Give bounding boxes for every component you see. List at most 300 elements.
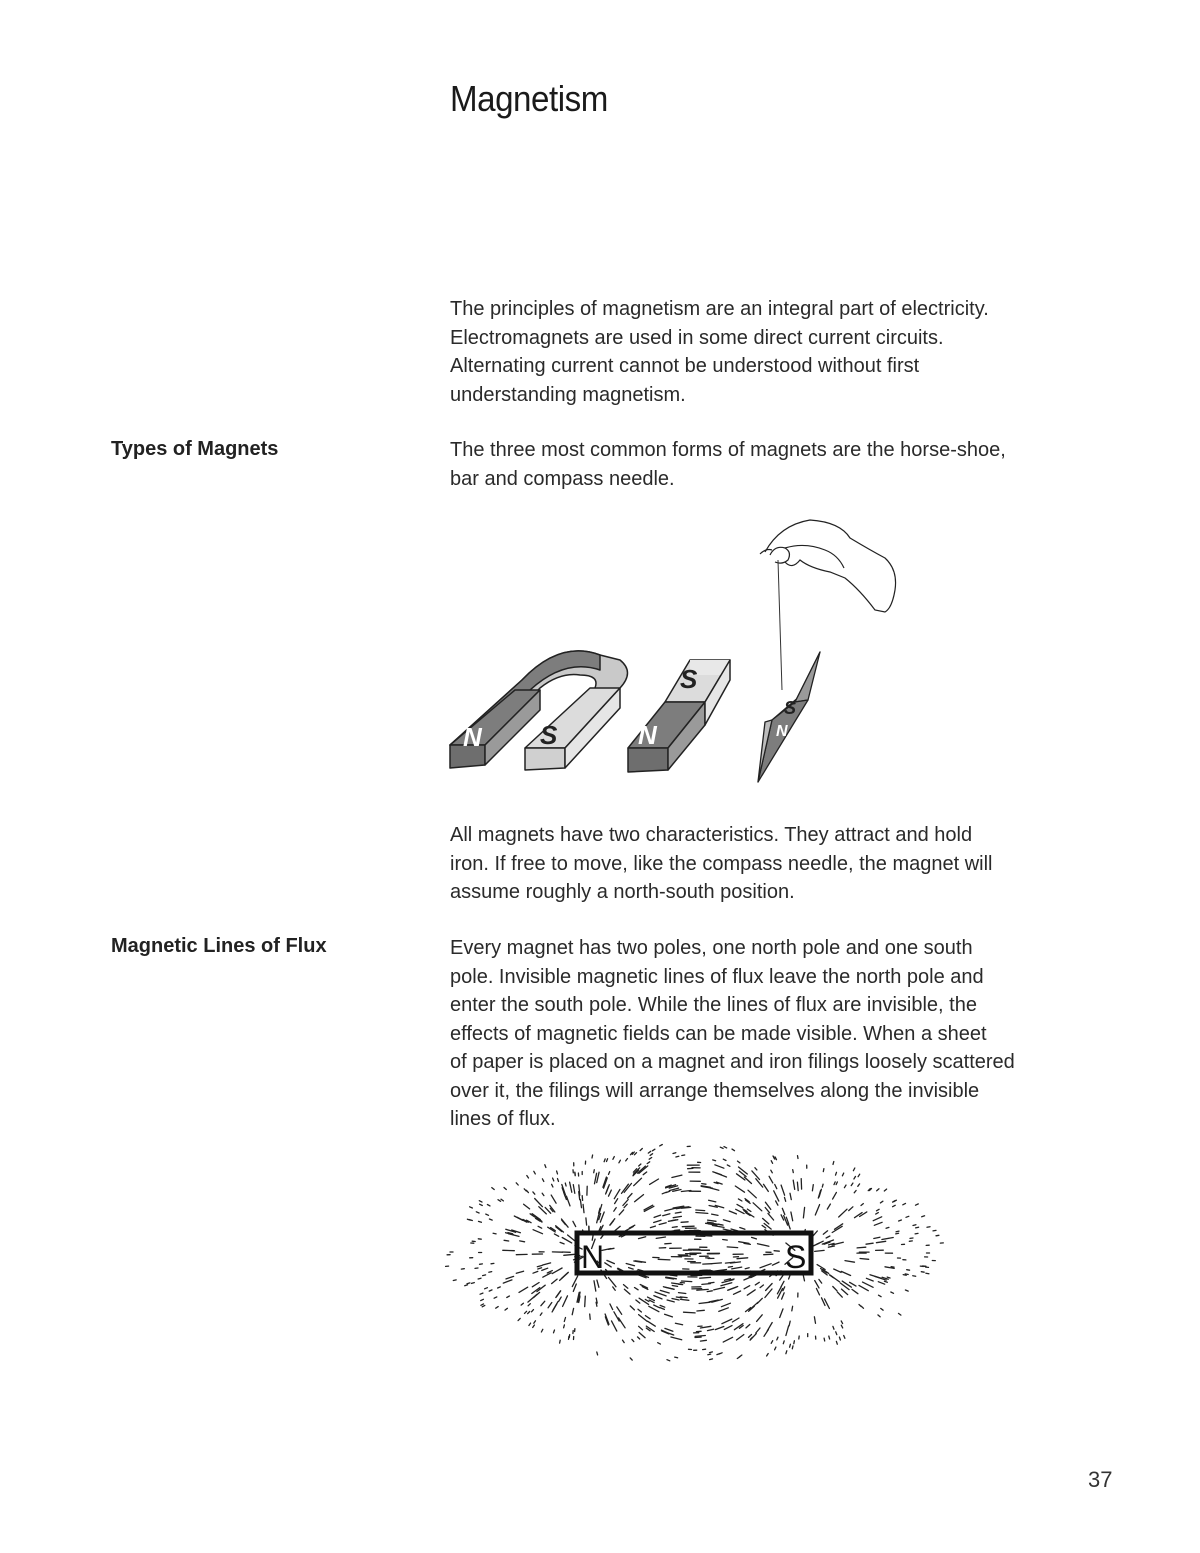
iron-filing [764, 1184, 769, 1191]
iron-filing [781, 1281, 784, 1287]
iron-filing [886, 1227, 889, 1228]
iron-filing [684, 1312, 696, 1313]
iron-filing [649, 1158, 652, 1160]
iron-filing [737, 1357, 739, 1359]
iron-filing [749, 1335, 752, 1338]
iron-filing [790, 1193, 791, 1199]
iron-filings-figure [440, 1140, 960, 1380]
iron-filing [498, 1287, 501, 1288]
iron-filing [824, 1338, 825, 1341]
iron-filing [859, 1285, 868, 1290]
iron-filing [738, 1161, 740, 1163]
iron-filing [498, 1200, 501, 1202]
iron-filing [719, 1308, 729, 1312]
iron-filing [723, 1159, 726, 1160]
iron-filing [654, 1220, 661, 1222]
iron-filing [565, 1183, 566, 1186]
flux-s-label: S [785, 1239, 807, 1275]
iron-filing [829, 1336, 830, 1339]
iron-filing [866, 1278, 873, 1281]
iron-filing [722, 1319, 732, 1324]
iron-filing [527, 1176, 529, 1179]
iron-filing [556, 1291, 561, 1298]
iron-filing [572, 1308, 573, 1314]
iron-filing [858, 1184, 860, 1186]
iron-filing [534, 1321, 536, 1323]
iron-filing [706, 1223, 711, 1224]
iron-filing [663, 1214, 670, 1216]
horseshoe-s-label: S [540, 720, 558, 750]
iron-filing [708, 1220, 716, 1221]
iron-filing [836, 1182, 837, 1185]
iron-filing [878, 1282, 884, 1285]
iron-filing [863, 1282, 874, 1287]
iron-filing [573, 1221, 576, 1226]
iron-filing [662, 1192, 666, 1194]
horseshoe-n-label: N [463, 722, 482, 752]
iron-filing [647, 1162, 650, 1164]
iron-filing [659, 1223, 666, 1225]
iron-filing [545, 1165, 546, 1168]
iron-filing [520, 1241, 525, 1242]
iron-filing [750, 1302, 758, 1310]
iron-filing [529, 1323, 531, 1325]
iron-filing [844, 1336, 845, 1339]
iron-filing [737, 1258, 748, 1259]
text-line: Electromagnets are used in some direct current circuits. [450, 326, 944, 349]
iron-filing [712, 1226, 724, 1228]
iron-filing [660, 1308, 665, 1310]
iron-filing [548, 1303, 552, 1308]
iron-filing [720, 1147, 723, 1148]
iron-filing [697, 1310, 704, 1311]
iron-filing [610, 1221, 613, 1225]
page-title: Magnetism [450, 78, 608, 119]
iron-filing [643, 1172, 647, 1175]
iron-filing [610, 1304, 613, 1310]
iron-filing [672, 1299, 679, 1301]
iron-filing [842, 1289, 848, 1295]
iron-filing [504, 1188, 506, 1190]
iron-filing [825, 1299, 830, 1309]
iron-filing [564, 1325, 565, 1328]
iron-filing [485, 1288, 488, 1289]
iron-filing [552, 1268, 562, 1274]
horseshoe-magnet [450, 651, 628, 770]
iron-filing [744, 1286, 750, 1289]
iron-filing [723, 1220, 730, 1222]
flux-paragraph [450, 934, 1120, 1134]
iron-filing [615, 1199, 618, 1204]
bar-magnet [628, 660, 730, 772]
iron-filing [877, 1209, 880, 1211]
iron-filing [564, 1318, 565, 1322]
iron-filing [907, 1270, 910, 1271]
iron-filing [903, 1203, 906, 1204]
iron-filing [715, 1327, 724, 1330]
iron-filing [768, 1213, 774, 1220]
text-line: pole. Invisible magnetic lines of flux leave the north pole and [450, 965, 984, 988]
iron-filing [614, 1312, 619, 1321]
iron-filing [727, 1247, 738, 1248]
iron-filing [777, 1337, 778, 1340]
iron-filing [700, 1277, 711, 1278]
iron-filing [559, 1297, 562, 1301]
iron-filing [803, 1207, 804, 1218]
iron-filing [654, 1215, 661, 1217]
iron-filing [613, 1287, 616, 1290]
iron-filing [528, 1304, 530, 1306]
iron-filing [891, 1267, 894, 1268]
iron-filing [479, 1221, 482, 1222]
iron-filing [734, 1291, 741, 1294]
iron-filing [792, 1346, 793, 1349]
iron-filing [630, 1358, 632, 1360]
iron-filing [792, 1306, 793, 1311]
iron-filing [660, 1305, 665, 1307]
iron-filing [665, 1328, 673, 1331]
iron-filing [771, 1161, 772, 1164]
iron-filing [783, 1287, 785, 1291]
iron-filing [793, 1180, 795, 1189]
iron-filing [617, 1307, 622, 1314]
iron-filing [639, 1164, 641, 1166]
iron-filing [771, 1341, 773, 1344]
iron-filing [727, 1165, 730, 1166]
iron-filing [624, 1285, 628, 1289]
iron-filing [896, 1231, 899, 1232]
iron-filing [834, 1182, 835, 1185]
iron-filing [763, 1218, 769, 1224]
iron-filing [709, 1282, 715, 1283]
iron-filing [648, 1321, 656, 1326]
iron-filing [597, 1215, 599, 1223]
iron-filing [708, 1329, 714, 1330]
iron-filing [479, 1201, 482, 1202]
iron-filing [645, 1299, 649, 1301]
iron-filing [583, 1204, 584, 1212]
iron-filing [780, 1309, 783, 1318]
iron-filing [562, 1272, 569, 1278]
iron-filing [640, 1149, 642, 1151]
iron-filing [798, 1156, 799, 1159]
iron-filing [755, 1168, 757, 1170]
iron-filing [594, 1281, 596, 1291]
iron-filing [850, 1282, 856, 1286]
iron-filing [915, 1233, 918, 1234]
magnet-types-figure [440, 510, 920, 800]
iron-filing [668, 1220, 677, 1222]
iron-filing [836, 1341, 837, 1344]
iron-filing [866, 1243, 873, 1244]
iron-filing [552, 1279, 558, 1284]
iron-filing [675, 1357, 678, 1358]
iron-filing [695, 1336, 705, 1337]
iron-filing [861, 1204, 863, 1206]
iron-filing [874, 1222, 882, 1225]
iron-filing [916, 1227, 919, 1228]
iron-filing [493, 1233, 496, 1234]
iron-filing [707, 1291, 712, 1292]
iron-filing [551, 1195, 556, 1203]
iron-filing [572, 1276, 577, 1287]
iron-filing [724, 1147, 727, 1148]
iron-filing [710, 1352, 713, 1353]
hand-illustration [760, 520, 896, 612]
iron-filing [891, 1292, 894, 1293]
iron-filing [709, 1200, 716, 1202]
iron-filing [612, 1321, 617, 1331]
iron-filing [628, 1194, 632, 1199]
iron-filing [634, 1153, 636, 1155]
iron-filing [729, 1211, 736, 1214]
iron-filing [833, 1162, 834, 1165]
iron-filing [716, 1173, 727, 1177]
text-line: lines of flux. [450, 1108, 556, 1130]
iron-filing [819, 1279, 822, 1283]
iron-filing [566, 1196, 570, 1206]
iron-filing [607, 1159, 608, 1162]
iron-filing [648, 1297, 655, 1301]
iron-filing [765, 1208, 769, 1213]
types-paragraph [450, 436, 1120, 493]
iron-filing [774, 1191, 779, 1201]
iron-filing [747, 1290, 755, 1295]
iron-filing [478, 1278, 481, 1279]
iron-filing [609, 1172, 610, 1175]
iron-filing [586, 1218, 587, 1225]
iron-filing [639, 1237, 646, 1239]
iron-filing [836, 1332, 837, 1335]
iron-filing [607, 1260, 615, 1263]
iron-filing [672, 1286, 677, 1287]
intro-paragraph [450, 295, 1120, 409]
iron-filing [712, 1263, 722, 1264]
iron-filing [675, 1323, 682, 1325]
iron-filing [762, 1225, 766, 1228]
iron-filing [913, 1225, 916, 1226]
iron-filing [532, 1310, 534, 1312]
iron-filing [558, 1179, 559, 1182]
iron-filing [534, 1292, 540, 1297]
iron-filing [860, 1259, 869, 1260]
iron-filing [769, 1176, 773, 1183]
iron-filing [713, 1160, 716, 1161]
iron-filing [738, 1199, 742, 1201]
iron-filing [833, 1287, 837, 1291]
iron-filing [543, 1263, 551, 1265]
iron-filing [540, 1313, 542, 1315]
iron-filing [542, 1268, 548, 1270]
iron-filing [580, 1200, 581, 1208]
text-line: The three most common forms of magnets are the horse-shoe, [450, 439, 1006, 461]
iron-filing [597, 1280, 599, 1287]
iron-filing [836, 1172, 837, 1175]
iron-filing [645, 1316, 650, 1319]
iron-filing [636, 1300, 640, 1303]
needle-s-label: S [784, 698, 797, 718]
iron-filing [486, 1214, 489, 1215]
iron-filing [739, 1167, 748, 1174]
iron-filing [619, 1318, 626, 1328]
iron-filing [905, 1290, 908, 1291]
iron-filing [854, 1176, 856, 1179]
iron-filing [721, 1283, 732, 1286]
iron-filing [672, 1227, 677, 1228]
iron-filing [755, 1282, 759, 1285]
iron-filing [585, 1296, 586, 1306]
iron-filing [816, 1288, 819, 1295]
iron-filing [658, 1343, 661, 1344]
iron-filing [650, 1179, 659, 1184]
iron-filing [893, 1205, 896, 1206]
iron-filing [673, 1153, 676, 1154]
iron-filing [756, 1328, 760, 1333]
iron-filing [815, 1205, 819, 1215]
iron-filing [776, 1201, 778, 1205]
iron-filing [605, 1263, 611, 1267]
iron-filing [884, 1189, 886, 1191]
iron-filing [874, 1237, 880, 1238]
iron-filing [554, 1234, 558, 1236]
iron-filing [859, 1305, 861, 1307]
iron-filing [472, 1283, 475, 1284]
iron-filing [887, 1277, 890, 1278]
iron-filing [534, 1171, 536, 1174]
text-line: effects of magnetic fields can be made visible. When a sheet [450, 1022, 987, 1045]
bar-n-label: N [638, 720, 657, 750]
iron-filing [656, 1237, 665, 1238]
iron-filing [877, 1189, 879, 1191]
iron-filing [906, 1216, 909, 1217]
iron-filing [501, 1199, 503, 1201]
characteristics-paragraph [450, 821, 1120, 907]
iron-filing [671, 1337, 682, 1340]
iron-filing [681, 1222, 688, 1223]
iron-filing [518, 1318, 520, 1320]
iron-filing [655, 1292, 666, 1296]
iron-filing [533, 1271, 538, 1273]
iron-filing [619, 1160, 621, 1163]
iron-filing [852, 1289, 858, 1293]
iron-filing [507, 1296, 510, 1298]
iron-filing [882, 1238, 893, 1240]
iron-filing [632, 1339, 634, 1341]
iron-filing [936, 1235, 939, 1236]
iron-filing [541, 1329, 542, 1332]
iron-filing [525, 1311, 527, 1313]
iron-filing [594, 1170, 595, 1173]
iron-filing [700, 1340, 706, 1341]
iron-filing [822, 1184, 823, 1187]
iron-filing [728, 1287, 738, 1291]
iron-filing [876, 1213, 879, 1215]
iron-filing [697, 1289, 708, 1290]
iron-filing [489, 1219, 492, 1220]
iron-filing [560, 1242, 564, 1244]
iron-filing [845, 1261, 855, 1263]
iron-filing [841, 1321, 842, 1324]
iron-filing [639, 1298, 649, 1304]
iron-filing [732, 1318, 739, 1322]
iron-filing [849, 1207, 853, 1211]
iron-filing [494, 1297, 497, 1298]
iron-filing [842, 1173, 843, 1176]
iron-filing [496, 1307, 499, 1309]
text-line: of paper is placed on a magnet and iron filings loosely scattered [450, 1051, 1015, 1073]
iron-filing [793, 1170, 794, 1173]
iron-filing [724, 1326, 732, 1330]
iron-filing [516, 1271, 523, 1273]
text-line: Alternating current cannot be understood without first [450, 355, 920, 377]
iron-filing [828, 1246, 834, 1247]
iron-filing [833, 1326, 834, 1329]
iron-filing [786, 1326, 789, 1336]
iron-filing [609, 1278, 617, 1287]
iron-filing [922, 1216, 925, 1217]
iron-filing [682, 1281, 692, 1282]
iron-filing [506, 1276, 514, 1279]
iron-filing [739, 1242, 749, 1244]
iron-filing [789, 1321, 790, 1326]
iron-filing [921, 1272, 924, 1273]
iron-filing [489, 1290, 492, 1291]
iron-filing [916, 1204, 919, 1205]
iron-filing [839, 1209, 847, 1217]
iron-filing [682, 1226, 694, 1227]
iron-filing [736, 1209, 744, 1213]
iron-filing [606, 1185, 610, 1194]
iron-filing [745, 1268, 749, 1269]
iron-filing [753, 1203, 762, 1211]
iron-filing [592, 1155, 593, 1158]
iron-filing [746, 1325, 750, 1328]
needle-n-label: N [776, 723, 788, 740]
iron-filing [676, 1297, 682, 1298]
iron-filing [699, 1302, 710, 1303]
text-line: enter the south pole. While the lines of flux are invisible, the [450, 994, 977, 1016]
iron-filing [524, 1189, 526, 1191]
iron-filing [735, 1186, 744, 1192]
iron-filing [658, 1259, 670, 1260]
iron-filing [857, 1247, 866, 1248]
iron-filing [654, 1296, 662, 1299]
text-line: iron. If free to move, like the compass needle, the magnet will [450, 852, 993, 875]
iron-filing [758, 1244, 769, 1247]
iron-filing [639, 1333, 645, 1338]
iron-filing [927, 1227, 930, 1228]
iron-filing [774, 1251, 779, 1252]
iron-filing [604, 1159, 605, 1162]
iron-filing [926, 1273, 929, 1274]
text-line: The principles of magnetism are an integral part of electricity. [450, 298, 989, 320]
iron-filing [715, 1165, 724, 1168]
iron-filing [737, 1335, 744, 1340]
iron-filing [542, 1193, 544, 1195]
iron-filing [535, 1199, 543, 1207]
iron-filing [744, 1211, 754, 1217]
text-line: over it, the filings will arrange themselves along the invisible [450, 1079, 980, 1102]
iron-filing [487, 1205, 490, 1206]
iron-filing [470, 1207, 473, 1208]
page-number: 37 [1088, 1467, 1113, 1492]
iron-filing [516, 1183, 518, 1185]
iron-filing [839, 1337, 840, 1340]
iron-filing [772, 1262, 779, 1265]
iron-filing [933, 1230, 936, 1231]
text-line: All magnets have two characteristics. They attract and hold [450, 824, 973, 846]
iron-filing [834, 1269, 841, 1272]
